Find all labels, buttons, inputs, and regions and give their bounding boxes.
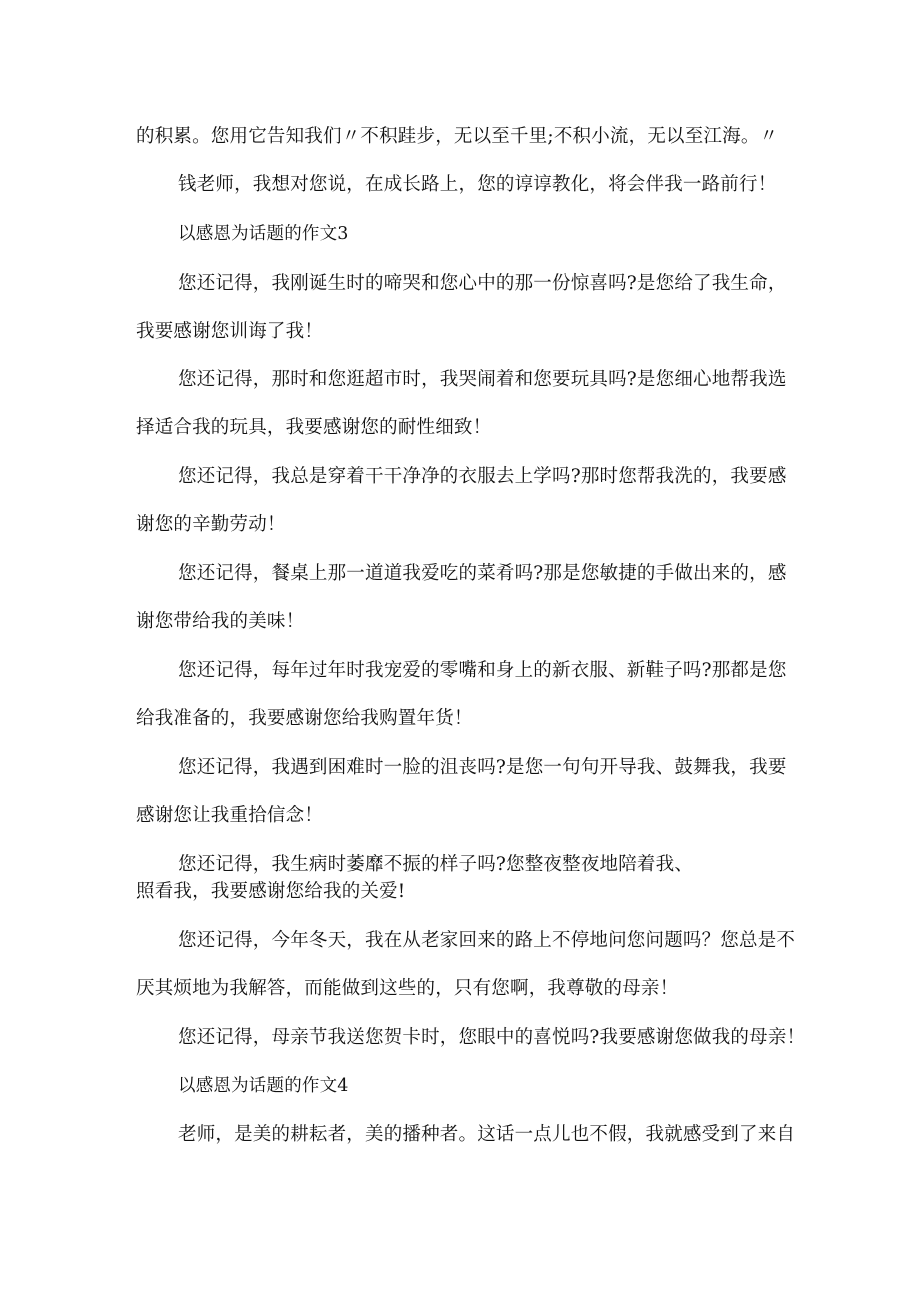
text-line: 您还记得，我刚诞生时的啼哭和您心中的那一份惊喜吗?是您给了我生命， xyxy=(178,273,787,294)
text-line: 您还记得，我遇到困难时一脸的沮丧吗?是您一句句开导我、鼓舞我，我要 xyxy=(178,757,787,778)
text-line: 您还记得，今年冬天，我在从老家回来的路上不停地问您问题吗？您总是不 xyxy=(178,930,796,951)
text-line: 我要感谢您训诲了我！ xyxy=(136,321,324,342)
text-line: 您还记得，我生病时萎靡不振的样子吗?您整夜整夜地陪着我、 xyxy=(178,854,694,875)
text-line: 的积累。您用它告知我们〃不积跬步，无以至千里;不积小流，无以至江海。〃 xyxy=(136,126,779,147)
text-line: 您还记得，每年过年时我宠爱的零嘴和身上的新衣服、新鞋子吗?那都是您 xyxy=(178,660,787,681)
section-heading: 以感恩为话题的作文4 xyxy=(178,1076,349,1096)
text-line: 您还记得，餐桌上那一道道我爱吃的菜肴吗?那是您敏捷的手做出来的，感 xyxy=(178,563,787,584)
text-line: 谢您带给我的美味！ xyxy=(136,611,305,632)
text-line: 谢您的辛勤劳动！ xyxy=(136,514,286,535)
text-line: 钱老师，我想对您说，在成长路上，您的谆谆教化，将会伴我一路前行！ xyxy=(178,174,777,195)
text-line: 您还记得，那时和您逛超市时，我哭闹着和您要玩具吗?是您细心地帮我选 xyxy=(178,369,787,390)
text-line: 择适合我的玩具，我要感谢您的耐性细致！ xyxy=(136,417,492,438)
text-line: 感谢您让我重拾信念！ xyxy=(136,805,324,826)
text-line: 厌其烦地为我解答，而能做到这些的，只有您啊，我尊敬的母亲！ xyxy=(136,978,679,999)
text-line: 您还记得，我总是穿着干干净净的衣服去上学吗?那时您帮我洗的，我要感 xyxy=(178,466,787,487)
section-heading: 以感恩为话题的作文3 xyxy=(178,224,349,244)
text-line: 照看我，我要感谢您给我的关爱! xyxy=(136,881,406,902)
text-line: 您还记得，母亲节我送您贺卡时，您眼中的喜悦吗?我要感谢您做我的母亲！ xyxy=(178,1027,806,1048)
text-line: 给我准备的，我要感谢您给我购置年货！ xyxy=(136,708,473,729)
text-line: 老师，是美的耕耘者，美的播种者。这话一点儿也不假，我就感受到了来自 xyxy=(178,1124,796,1145)
